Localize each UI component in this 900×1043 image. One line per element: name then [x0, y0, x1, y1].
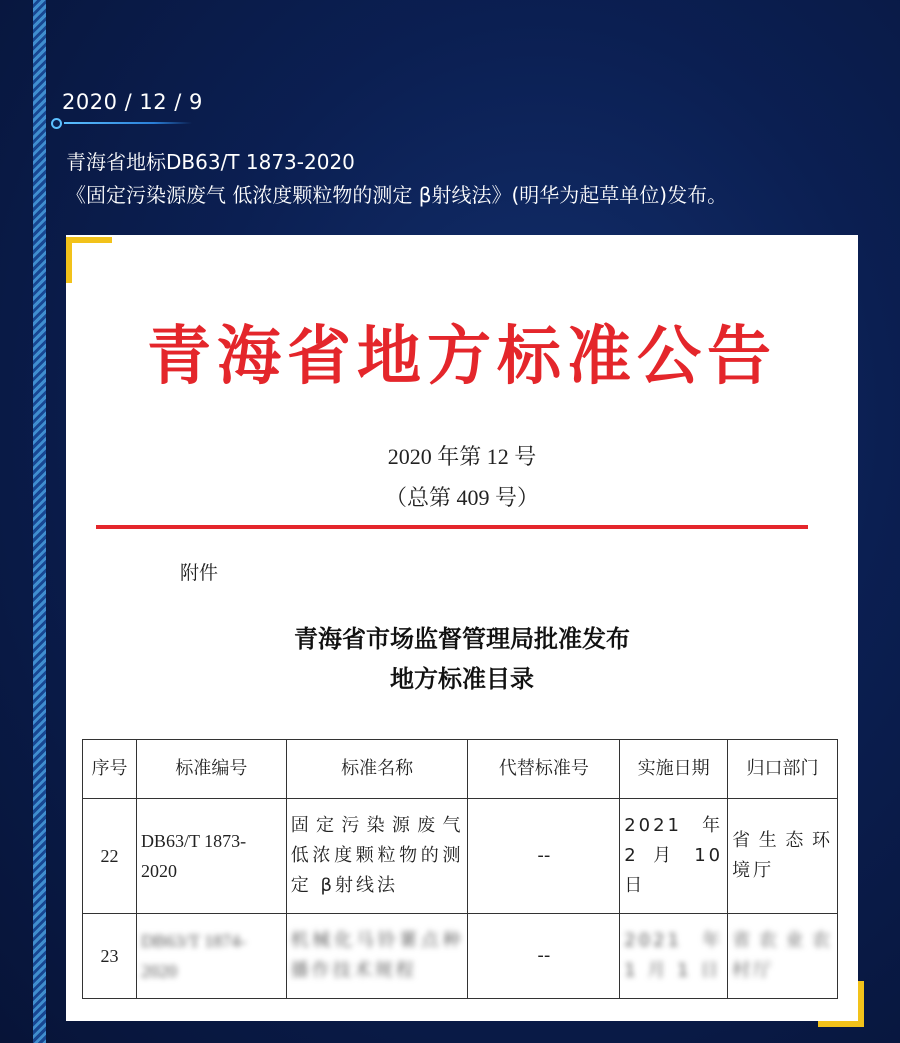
- timeline-dot-icon: [51, 118, 62, 129]
- header-date: 实施日期: [620, 740, 728, 799]
- attachment-label: 附件: [180, 562, 219, 584]
- table-row: [83, 799, 838, 914]
- table-header-row: [83, 740, 838, 799]
- issue-total-number: （总第 409 号）: [384, 485, 539, 510]
- headline: [66, 146, 727, 212]
- timeline-connector: [64, 122, 192, 124]
- timeline-bar: [33, 0, 46, 1043]
- cell-seq: 22: [83, 799, 137, 914]
- document-title: 青海省地方标准公告: [147, 319, 777, 394]
- cell-code-blurred: [136, 914, 286, 999]
- cell-date-blurred: [620, 914, 728, 999]
- table-row: [83, 914, 838, 999]
- cell-seq: 23: [83, 914, 137, 999]
- cell-name-blurred: [286, 914, 468, 999]
- standards-table: [82, 739, 838, 999]
- cell-replaces: --: [468, 914, 620, 999]
- header-replaces: 代替标准号: [468, 740, 620, 799]
- cell-date-text: 2021 年 1 月 1 日: [624, 930, 724, 981]
- header-name: 标准名称: [286, 740, 468, 799]
- list-title-line-2: 地方标准目录: [390, 664, 534, 693]
- headline-line-1: 青海省地标DB63/T 1873-2020: [66, 150, 355, 174]
- cell-date: 2021 年 2 月 10 日: [620, 799, 728, 914]
- cell-code-text: DB63/T 1874-2020: [140, 931, 247, 981]
- red-divider: [96, 525, 808, 529]
- header-dept: 归口部门: [728, 740, 838, 799]
- headline-line-2: 《固定污染源废气 低浓度颗粒物的测定 β射线法》(明华为起草单位)发布。: [66, 183, 728, 207]
- header-seq: 序号: [83, 740, 137, 799]
- issue-number: 2020 年第 12 号: [387, 444, 537, 469]
- cell-replaces: --: [468, 799, 620, 914]
- cell-dept-text: 省农业农村厅: [732, 930, 833, 981]
- cell-name-text: 机械化马铃薯点种播作技术规程: [290, 930, 464, 981]
- corner-bracket-top-left: [66, 237, 112, 283]
- list-title-line-1: 青海省市场监督管理局批准发布: [294, 624, 630, 653]
- cell-dept: 省生态环境厅: [728, 799, 838, 914]
- header-code: 标准编号: [136, 740, 286, 799]
- cell-name: 固定污染源废气 低浓度颗粒物的测定 β射线法: [286, 799, 468, 914]
- announcement-document: [66, 235, 858, 1021]
- corner-bracket-bottom-right: [818, 981, 864, 1027]
- cell-code: DB63/T 1873-2020: [136, 799, 286, 914]
- timeline-date: 2020 / 12 / 9: [62, 90, 203, 114]
